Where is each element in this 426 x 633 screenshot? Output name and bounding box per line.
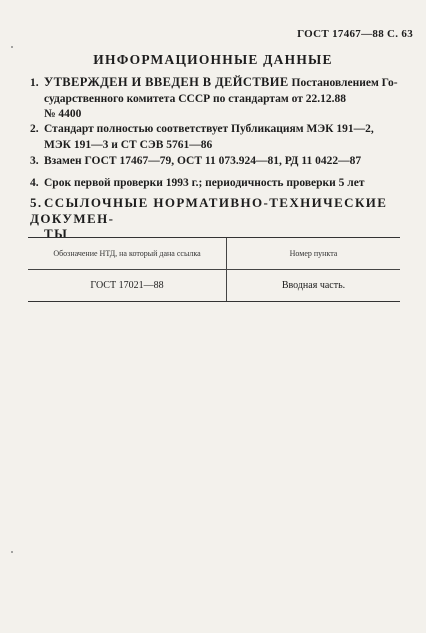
section-title: ИНФОРМАЦИОННЫЕ ДАННЫЕ xyxy=(93,52,333,67)
item-text: № 4400 xyxy=(44,108,82,120)
item-text: ССЫЛОЧНЫЕ НОРМАТИВНО-ТЕХНИЧЕСКИЕ ДОКУМЕН- xyxy=(30,195,388,226)
scan-dot xyxy=(11,551,13,553)
cell-clause: Вводная часть. xyxy=(281,280,346,291)
item-number: 4. xyxy=(30,177,39,189)
references-table xyxy=(28,237,400,302)
table-row xyxy=(28,270,400,301)
item-number: 1. xyxy=(30,77,39,89)
column-header-document: Обозначение НТД, на который дана ссылка xyxy=(28,238,227,269)
item-text: Срок первой проверки 1993 г.; периодичность проверки 5 лет xyxy=(44,177,365,189)
item-text: Постановлением Го- xyxy=(288,77,398,89)
column-header-clause: Номер пункта xyxy=(289,249,338,258)
item-text: ТЫ xyxy=(44,226,69,241)
item-text: Стандарт полностью соответствует Публикациям МЭК 191—2, xyxy=(44,123,374,135)
table-header xyxy=(28,238,400,270)
item-number: 5. xyxy=(30,195,43,210)
scan-dot xyxy=(11,46,13,48)
cell-document: ГОСТ 17021—88 xyxy=(28,270,227,301)
item-3 xyxy=(30,154,402,170)
item-number: 3. xyxy=(30,155,39,167)
item-5 xyxy=(30,195,402,242)
item-text: МЭК 191—3 и СТ СЭВ 5761—86 xyxy=(44,138,213,151)
item-2 xyxy=(30,122,402,153)
item-1 xyxy=(30,75,402,123)
item-text: сударственного комитета СССР по стандартам от 22.12.88 xyxy=(44,92,346,105)
item-lead: УТВЕРЖДЕН И ВВЕДЕН В ДЕЙСТВИЕ xyxy=(44,75,289,89)
item-text: Взамен ГОСТ 17467—79, ОСТ 11 073.924—81, РД 11 0422—87 xyxy=(44,155,362,167)
item-number: 2. xyxy=(30,123,39,135)
page-header: ГОСТ 17467—88 С. 63 xyxy=(297,28,413,40)
item-4 xyxy=(30,176,402,192)
